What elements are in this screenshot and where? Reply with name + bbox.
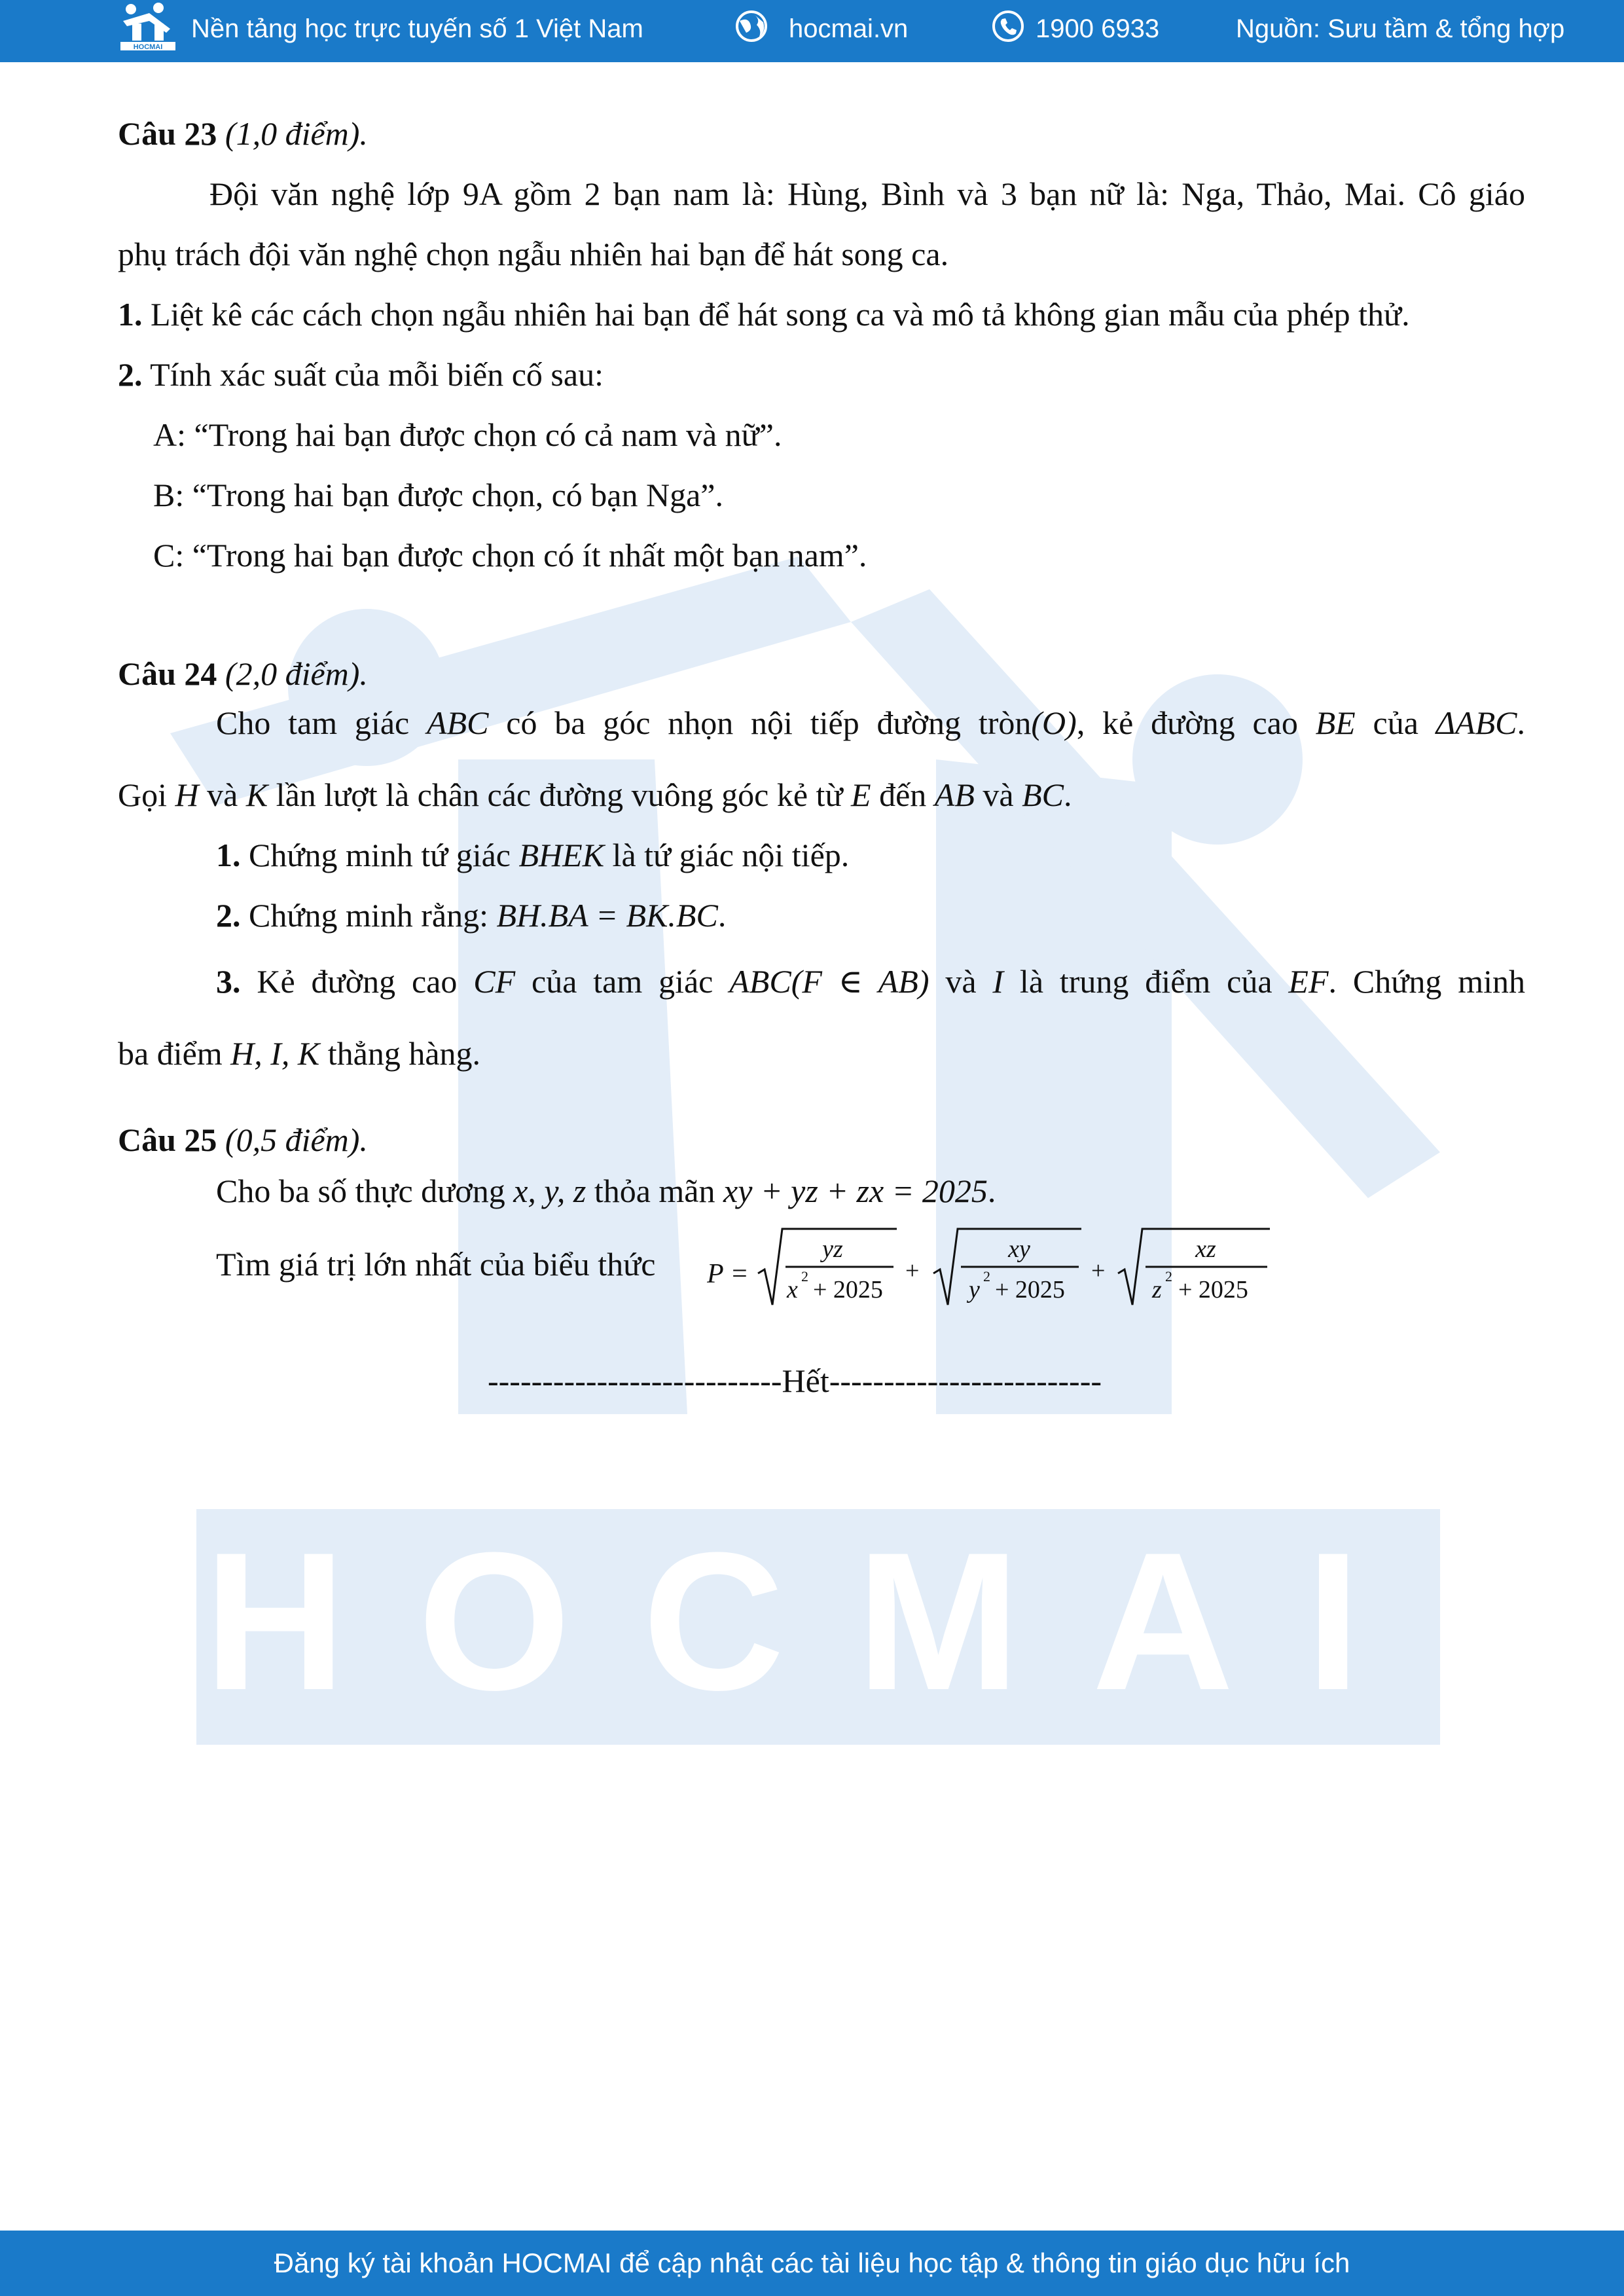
term2-exponent: 2 [983,1268,990,1285]
q24-part3-line1 [216,962,1525,1000]
q24-part3-line2 [118,1034,480,1072]
term3-denominator-const: + 2025 [1178,1276,1248,1303]
q24-heading [118,655,368,693]
q23-part1-number: 1. [118,296,143,333]
q24-part1 [216,836,849,874]
q25-line2: Tìm giá trị lớn nhất của biểu thức [216,1246,656,1283]
q25-variables: x, y, z [513,1173,586,1209]
q24-point-i: I [992,963,1004,1000]
q24-part3-text-e: . Chứng minh [1328,963,1525,1000]
q24-l1-text-d: của [1355,704,1436,741]
term1-denominator-var: x [787,1276,798,1303]
bottom-banner [0,2231,1624,2296]
q24-part2 [216,896,726,934]
term1-denominator-const: + 2025 [813,1276,883,1303]
q23-points: (1,0 điểm). [225,115,368,152]
q24-part1-text-b: là tứ giác nội tiếp. [604,837,850,873]
phone-icon [990,8,1026,45]
q24-quad-bhek: BHEK [518,837,605,873]
q25-l1-text-a: Cho ba số thực dương [216,1173,514,1209]
q24-side-ab: AB [934,776,975,813]
q24-l2-text-d: đến [871,776,935,813]
q24-points-hik: H, I, K [230,1035,320,1072]
q23-part2 [118,355,604,393]
q24-l2-text-b: và [198,776,246,813]
q24-circle-o: (O) [1031,704,1077,741]
hocmai-logo [118,0,178,52]
q24-part1-text-a: Chứng minh tứ giác [240,837,519,873]
top-banner [0,0,1624,62]
q23-event-a: A: “Trong hai bạn được chọn có cả nam và nữ”. [153,416,782,453]
q24-l2-text-g: . [1064,776,1072,813]
q24-side-bc: BC [1022,776,1064,813]
q24-point-e: E [851,776,871,813]
q24-point-k: K [245,776,268,813]
q24-segment-ef: EF [1288,963,1329,1000]
header-source: Nguồn: Sưu tầm & tổng hợp [1236,14,1565,43]
q25-points: (0,5 điểm). [225,1121,368,1158]
term2-numerator: xy [1008,1235,1030,1263]
q24-part1-number: 1. [216,837,241,873]
q24-l2-text-f: và [974,776,1022,813]
q24-part3-text-d: là trung điểm của [1003,963,1289,1000]
svg-text:HOCMAI: HOCMAI [133,43,163,51]
q23-event-c: C: “Trong hai bạn được chọn có ít nhất một bạn nam”. [153,537,867,574]
q24-part2-text-a: Chứng minh rằng: [240,897,497,934]
header-phone: 1900 6933 [1036,14,1160,43]
q24-l1-text-c: , kẻ đường cao [1076,704,1316,741]
q24-part3-text-c: và [929,963,993,1000]
q24-triangle-abc: ABC [427,704,489,741]
q25-title: Câu 25 [118,1121,217,1158]
term2-denominator-const: + 2025 [995,1276,1065,1303]
q24-points: (2,0 điểm). [225,655,368,692]
formula-plus-2: + [1091,1257,1106,1285]
end-marker: ---------------------------Hết------------------------- [488,1362,1102,1399]
q24-l1-text-a: Cho tam giác [216,704,427,741]
watermark-text: HOCMAI [204,1511,1433,1731]
q23-intro-line1: Đội văn nghệ lớp 9A gồm 2 bạn nam là: Hùng, Bình và 3 bạn nữ là: Nga, Thảo, Mai. Cô giáo [209,175,1525,212]
q23-part1-text: Liệt kê các cách chọn ngẫu nhiên hai bạn để hát song ca và mô tả không gian mẫu của phép thử. [151,296,1410,333]
term1-exponent: 2 [801,1268,808,1285]
term2-denominator-var: y [969,1276,980,1303]
q23-part2-text: Tính xác suất của mỗi biến cố sau: [150,356,604,393]
q25-formula [707,1221,1427,1313]
term1-numerator: yz [822,1235,843,1263]
header-website-link[interactable]: hocmai.vn [789,14,909,43]
q24-part2-equation: BH.BA = BK.BC [496,897,718,934]
q24-part3-l2-text-a: ba điểm [118,1035,231,1072]
q23-event-b: B: “Trong hai bạn được chọn, có bạn Nga”. [153,477,723,513]
q24-line2 [118,776,1072,814]
q24-part3-text-a: Kẻ đường cao [240,963,474,1000]
q25-line1 [216,1172,996,1210]
q24-part3-number: 3. [216,963,241,1000]
q24-altitude-cf: CF [473,963,516,1000]
q24-l2-text-a: Gọi [118,776,175,813]
q23-part2-number: 2. [118,356,143,393]
q24-part2-text-b: . [717,897,727,934]
q24-delta-abc: ΔABC [1435,704,1517,741]
footer-text: Đăng ký tài khoản HOCMAI để cập nhật các tài liệu học tập & thông tin giáo dục hữu ích [274,2248,1350,2278]
q23-title: Câu 23 [118,115,217,152]
q25-l1-text-b: thỏa mãn [586,1173,723,1209]
q23-heading [118,115,368,153]
term3-numerator: xz [1195,1235,1216,1263]
q25-l1-text-c: . [987,1173,996,1209]
q24-l2-text-c: lần lượt là chân các đường vuông góc kẻ từ [268,776,852,813]
header-tagline: Nền tảng học trực tuyến số 1 Việt Nam [191,14,643,43]
formula-term-1 [758,1229,897,1305]
q24-point-h: H [175,776,199,813]
q25-heading [118,1121,368,1159]
q24-altitude-be: BE [1315,704,1356,741]
q24-title: Câu 24 [118,655,217,692]
q24-part3-abc: ABC [729,963,791,1000]
q24-l1-text-e: . [1517,704,1526,741]
q24-part3-l2-text-b: thẳng hàng. [319,1035,481,1072]
q24-part3-text-b: của tam giác [515,963,730,1000]
q24-l1-text-b: có ba góc nhọn nội tiếp đường tròn [488,704,1032,741]
formula-term-2 [933,1229,1081,1305]
q24-part3-condition: (F ∈ AB) [791,963,929,1000]
q24-line1 [216,704,1525,742]
term3-denominator-var: z [1152,1276,1162,1303]
q23-part1 [118,295,1410,333]
globe-icon [733,8,770,45]
formula-term-3 [1118,1229,1270,1305]
q24-part2-number: 2. [216,897,241,934]
q23-intro-line2: phụ trách đội văn nghệ chọn ngẫu nhiên hai bạn để hát song ca. [118,236,949,272]
formula-plus-1: + [905,1257,920,1285]
term3-exponent: 2 [1165,1268,1172,1285]
q25-constraint: xy + yz + zx = 2025 [723,1173,988,1209]
formula-p-lhs: P = [707,1259,749,1289]
